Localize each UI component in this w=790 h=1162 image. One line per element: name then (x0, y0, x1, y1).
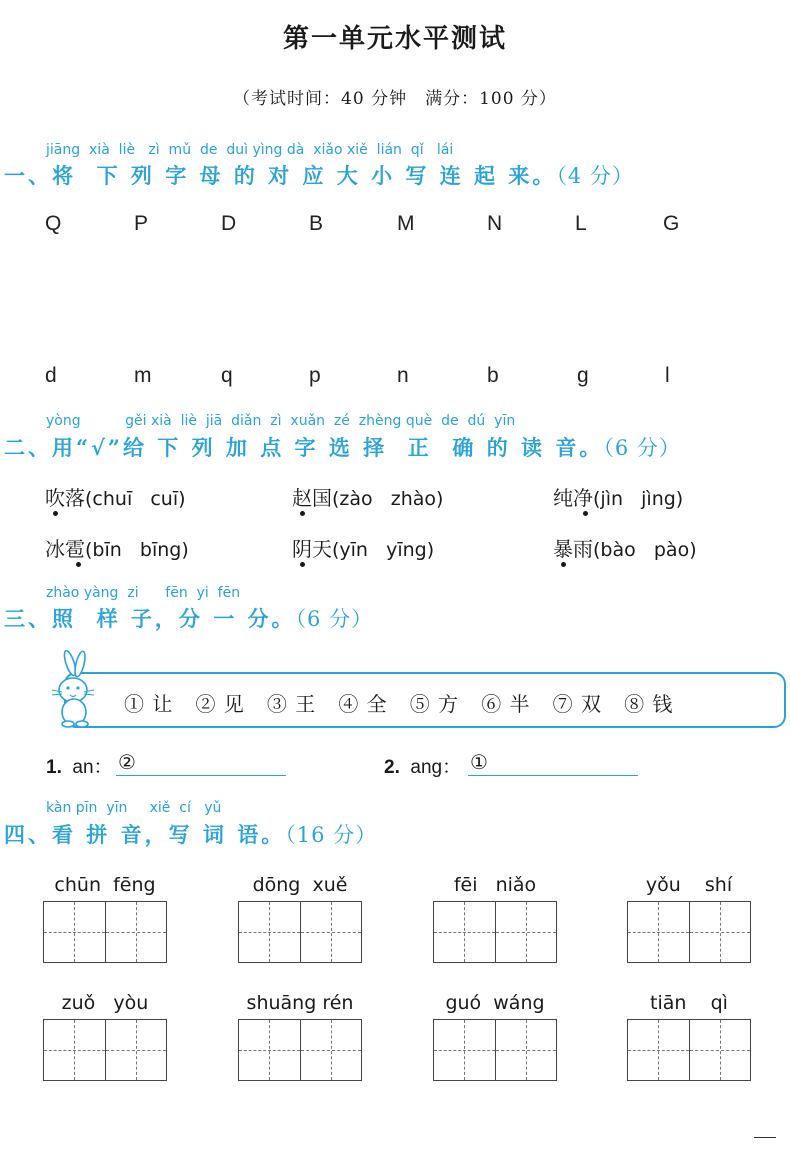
word-pinyin: guó wáng (445, 992, 545, 1014)
reading-word: 暴雨 (553, 537, 593, 561)
uppercase-letter[interactable]: B (309, 212, 324, 235)
grid-cell[interactable] (44, 902, 105, 962)
sort-answer-ang[interactable]: ① (468, 750, 638, 776)
word-pinyin: yǒu shí (645, 874, 733, 896)
example-char: ① 让 (124, 692, 174, 716)
writing-grid[interactable] (43, 901, 167, 963)
sort-answer-an[interactable]: ② (116, 750, 286, 776)
grid-cell[interactable] (434, 902, 495, 962)
section2-heading (4, 432, 681, 462)
reading-choice[interactable] (45, 482, 186, 511)
lowercase-letter[interactable]: g (577, 364, 589, 387)
uppercase-letter[interactable]: P (134, 212, 149, 235)
example-char: ⑦ 双 (552, 692, 602, 716)
section1-heading (4, 160, 634, 190)
grid-cell[interactable] (495, 902, 557, 962)
example-char: ⑥ 半 (481, 692, 531, 716)
word-pinyin: fēi niǎo (453, 874, 537, 896)
exam-info: （考试时间：40 分钟 满分：100 分） (233, 89, 557, 109)
reading-options: (bīn bīng) (85, 539, 189, 561)
page-title: 第一单元水平测试 (282, 24, 507, 54)
grid-cell[interactable] (689, 1020, 751, 1080)
reading-choice[interactable] (553, 482, 683, 511)
example-char: ⑤ 方 (409, 692, 460, 716)
emphasis-dot (300, 562, 305, 567)
rabbit-icon (40, 650, 100, 730)
lowercase-letter[interactable]: p (309, 364, 321, 387)
uppercase-letter[interactable]: M (397, 212, 415, 235)
reading-options: (bào pào) (593, 539, 697, 561)
reading-options: (yīn yīng) (332, 539, 435, 561)
emphasis-dot (76, 562, 81, 567)
writing-grid[interactable] (627, 1019, 751, 1081)
section1-pinyin: jiāng xià liè zì mǔ de duì yìng dà xiǎo xiě lián qǐ lái (46, 142, 454, 158)
section3-score: （6 分） (295, 607, 374, 631)
emphasis-dot (53, 511, 58, 516)
writing-grid[interactable] (433, 1019, 557, 1081)
section2-heading-text: 二、用“√”给 下 列 加 点 字 选 择 正 确 的 读 音。 (4, 435, 604, 460)
writing-grid[interactable] (627, 901, 751, 963)
emphasis-dot (300, 511, 305, 516)
lowercase-letter[interactable]: n (397, 364, 409, 387)
lowercase-letter[interactable]: b (487, 364, 499, 387)
uppercase-letter[interactable]: G (663, 212, 680, 235)
grid-cell[interactable] (628, 902, 689, 962)
reading-word: 阴天 (292, 537, 332, 561)
uppercase-letter[interactable]: L (575, 212, 587, 235)
sort-number: 1. (46, 757, 62, 778)
page-marker (754, 1137, 776, 1138)
section4-heading (4, 819, 377, 849)
word-pinyin: tiān qì (650, 992, 728, 1014)
section3-pinyin: zhào yàng zi fēn yi fēn (46, 585, 241, 601)
sort-category: an： (72, 757, 113, 778)
reading-choice[interactable] (45, 533, 189, 562)
uppercase-letter[interactable]: N (487, 212, 503, 235)
emphasis-dot (561, 562, 566, 567)
reading-word: 纯净 (553, 486, 593, 510)
word-pinyin: chūn fēng (54, 874, 156, 896)
reading-choice[interactable] (292, 482, 443, 511)
reading-word: 吹落 (45, 486, 85, 510)
reading-word: 冰雹 (45, 537, 85, 561)
grid-cell[interactable] (105, 902, 167, 962)
grid-cell[interactable] (495, 1020, 557, 1080)
writing-grid[interactable] (433, 901, 557, 963)
uppercase-letter[interactable]: D (221, 212, 237, 235)
writing-grid[interactable] (43, 1019, 167, 1081)
writing-grid[interactable] (238, 901, 362, 963)
lowercase-letter[interactable]: m (134, 364, 152, 387)
grid-cell[interactable] (105, 1020, 167, 1080)
sort-number: 2. (384, 757, 400, 778)
example-char: ④ 全 (338, 692, 388, 716)
grid-cell[interactable] (628, 1020, 689, 1080)
section3-heading-text: 三、照 样 子，分 一 分。 (4, 606, 296, 631)
lowercase-letter[interactable]: l (665, 364, 670, 387)
writing-grid[interactable] (238, 1019, 362, 1081)
section4-pinyin: kàn pīn yīn xiě cí yǔ (46, 800, 222, 816)
reading-word: 赵国 (292, 486, 332, 510)
emphasis-dot (583, 511, 588, 516)
grid-cell[interactable] (44, 1020, 105, 1080)
example-characters (124, 688, 673, 717)
section2-pinyin: yòng gěi xià liè jiā diǎn zì xuǎn zé zhèng què de dú yīn (46, 413, 516, 429)
word-pinyin: dōng xuě (252, 874, 348, 896)
reading-choice[interactable] (553, 533, 697, 562)
example-char: ③ 王 (266, 692, 317, 716)
section1-heading-text: 一、将 下 列 字 母 的 对 应 大 小 写 连 起 来。 (4, 163, 557, 188)
section2-score: （6 分） (603, 436, 681, 460)
reading-choice[interactable] (292, 533, 434, 562)
sort-category: ang： (410, 757, 462, 778)
grid-cell[interactable] (239, 1020, 300, 1080)
grid-cell[interactable] (434, 1020, 495, 1080)
word-pinyin: zuǒ yòu (61, 992, 149, 1014)
reading-options: (jìn jìng) (593, 488, 684, 510)
sort-label-ang (384, 752, 461, 779)
uppercase-letter[interactable]: Q (45, 212, 62, 235)
reading-options: (zào zhào) (332, 488, 444, 510)
lowercase-letter[interactable]: d (45, 364, 57, 387)
word-pinyin: shuāng rén (246, 992, 354, 1014)
grid-cell[interactable] (239, 902, 300, 962)
section3-heading (4, 603, 373, 633)
example-char: ② 见 (195, 692, 245, 716)
section1-score: （4 分） (556, 164, 634, 188)
grid-cell[interactable] (689, 902, 751, 962)
section4-score: （16 分） (285, 823, 378, 847)
reading-options: (chuī cuī) (85, 488, 186, 510)
example-char: ⑧ 钱 (624, 692, 674, 716)
grid-cell[interactable] (300, 902, 362, 962)
section4-heading-text: 四、看 拼 音，写 词 语。 (4, 822, 286, 847)
lowercase-letter[interactable]: q (221, 364, 233, 387)
grid-cell[interactable] (300, 1020, 362, 1080)
sort-label-an (46, 752, 113, 779)
